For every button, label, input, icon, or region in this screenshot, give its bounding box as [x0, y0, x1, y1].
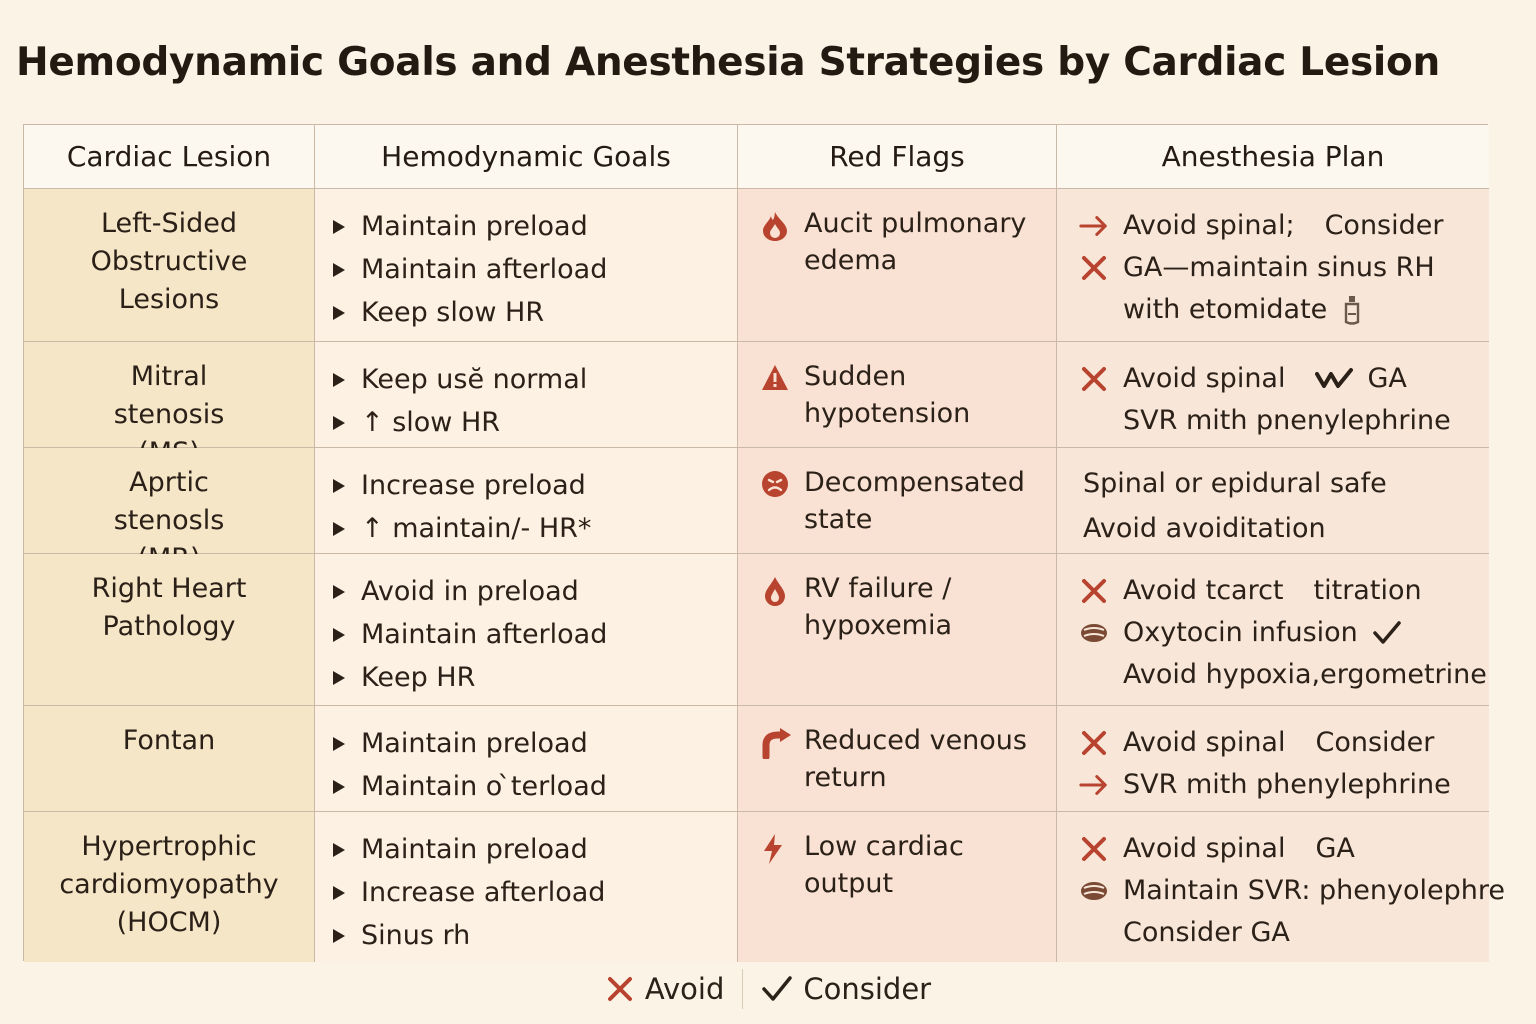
arrow-right-icon — [1079, 770, 1109, 800]
lesion-name: Right Heart Pathology — [91, 573, 247, 642]
cross-icon — [1079, 834, 1109, 864]
lesion-name: Left-Sided Obstructive Lesions — [90, 208, 248, 315]
goal-text: Maintain preload — [361, 211, 588, 242]
red-flag-text: RV failure / hypoxemia — [804, 573, 953, 641]
bullet-triangle-icon — [333, 780, 345, 794]
plan-line — [1079, 764, 1489, 806]
cross-icon — [1079, 728, 1109, 758]
lesion-cell — [24, 706, 315, 812]
anesthesia-plan-cell — [1057, 554, 1489, 706]
goal-item — [333, 291, 737, 334]
goal-item — [333, 401, 737, 444]
goal-text: Keep slow HR — [361, 297, 545, 328]
plan-text: Oxytocin infusion — [1123, 617, 1358, 648]
plan-line — [1079, 570, 1489, 612]
plan-text-secondary: GA — [1367, 363, 1407, 394]
curved-arrow-icon — [760, 727, 790, 757]
red-flag — [760, 722, 1056, 796]
anesthesia-plan-cell — [1057, 342, 1489, 448]
legend-consider-label: Consider — [803, 972, 932, 1006]
goal-item — [333, 914, 737, 957]
plan-text: SVR mith pnenylephrine — [1123, 405, 1451, 436]
header-red-flags: Red Flags — [738, 125, 1057, 189]
lesion-table — [23, 124, 1505, 961]
red-flag-cell — [738, 706, 1057, 812]
bullet-triangle-icon — [333, 671, 345, 685]
anesthesia-plan-cell — [1057, 812, 1505, 962]
goal-text: ↑ maintain/- HR* — [361, 513, 592, 544]
plan-line — [1079, 722, 1489, 764]
bullet-triangle-icon — [333, 263, 345, 277]
red-flag-text: Low cardiac output — [804, 831, 964, 899]
plan-text: Avoid spinal — [1123, 363, 1286, 394]
goal-text: Maintain afterload — [361, 254, 608, 285]
red-flag — [760, 205, 1056, 279]
plan-line — [1079, 912, 1489, 954]
goal-item — [333, 205, 737, 248]
page-title: Hemodynamic Goals and Anesthesia Strategies by Cardiac Lesion — [16, 40, 1440, 85]
goal-text: Maintain preload — [361, 834, 588, 865]
cross-icon — [605, 974, 635, 1004]
lesion-cell — [24, 448, 315, 554]
goal-item — [333, 570, 737, 613]
red-flag-cell — [738, 448, 1057, 554]
bullet-triangle-icon — [333, 373, 345, 387]
lesion-name: Aprtic stenosls — [113, 467, 225, 536]
plan-text: Spinal or epidural safe — [1083, 468, 1387, 499]
goals-cell — [315, 342, 738, 448]
plan-text-secondary: Consider — [1315, 727, 1435, 758]
plan-line — [1079, 358, 1489, 400]
goal-text: Maintain o ̀terload — [361, 771, 607, 802]
bullet-triangle-icon — [333, 306, 345, 320]
goals-cell — [315, 706, 738, 812]
plan-line — [1079, 654, 1489, 696]
red-flag-cell — [738, 812, 1057, 962]
red-flag — [760, 358, 1056, 432]
red-flag — [760, 828, 1056, 902]
goal-text: Avoid in preload — [361, 576, 579, 607]
plan-text: Avoid hypoxia,ergometrine — [1123, 659, 1487, 690]
goal-item — [333, 828, 737, 871]
check-icon — [761, 974, 793, 1004]
plan-text: Avoid avoiditation — [1083, 513, 1326, 544]
goals-cell — [315, 189, 738, 342]
check-icon — [1372, 619, 1402, 647]
lesion-name: Hypertrophic cardiomyopathy (HOCM) — [59, 831, 279, 938]
goal-item — [333, 248, 737, 291]
goal-text: Keep HR — [361, 662, 476, 693]
face-alert-icon — [760, 469, 790, 499]
goal-item — [333, 613, 737, 656]
goal-item — [333, 765, 737, 808]
bullet-triangle-icon — [333, 220, 345, 234]
red-flag — [760, 570, 1056, 644]
goals-cell — [315, 554, 738, 706]
goal-item — [333, 722, 737, 765]
goal-item — [333, 507, 737, 550]
bullet-triangle-icon — [333, 416, 345, 430]
header-anesthesia-plan: Anesthesia Plan — [1057, 125, 1489, 189]
bullet-triangle-icon — [333, 479, 345, 493]
plan-text: SVR mith phenylephrine — [1123, 769, 1451, 800]
plan-text: GA—maintain sinus RH — [1123, 252, 1435, 283]
flame-drop-icon — [760, 210, 790, 240]
goal-item — [333, 871, 737, 914]
check-wave-icon — [1315, 366, 1353, 392]
vial-icon — [1341, 294, 1363, 326]
plan-line — [1079, 247, 1489, 289]
plan-line — [1083, 464, 1489, 504]
goal-text: Keep usĕ normal — [361, 364, 588, 395]
goal-item — [333, 358, 737, 401]
plan-line — [1079, 289, 1489, 331]
bolt-icon — [760, 833, 790, 863]
lesion-name: Fontan — [122, 725, 216, 756]
goal-text: Maintain preload — [361, 728, 588, 759]
red-flag — [760, 464, 1056, 538]
plan-line — [1079, 400, 1489, 442]
red-flag-text: Aucit pulmonary edema — [804, 208, 1027, 276]
bullet-triangle-icon — [333, 522, 345, 536]
plan-text: Avoid spinal — [1123, 727, 1286, 758]
legend — [0, 966, 1536, 1012]
goals-cell — [315, 812, 738, 962]
plan-line — [1083, 504, 1489, 554]
anesthesia-plan-cell — [1057, 448, 1489, 554]
plan-line — [1079, 870, 1505, 912]
plan-text-secondary: GA — [1315, 833, 1355, 864]
plan-text: Avoid spinal; — [1123, 210, 1295, 241]
bullet-triangle-icon — [333, 737, 345, 751]
cross-icon — [1079, 576, 1109, 606]
plan-text: Avoid tcarct — [1123, 575, 1284, 606]
red-flag-text: Reduced venous return — [804, 725, 1027, 793]
cross-icon — [1079, 364, 1109, 394]
header-hemodynamic-goals: Hemodynamic Goals — [315, 125, 738, 189]
goal-text: Increase afterload — [361, 877, 606, 908]
arrow-right-icon — [1079, 211, 1109, 241]
plan-text: with etomidate — [1123, 294, 1328, 325]
goal-text: Maintain afterload — [361, 619, 608, 650]
cross-icon — [1079, 253, 1109, 283]
red-flag-text: Sudden hypotension — [804, 361, 971, 429]
bullet-triangle-icon — [333, 929, 345, 943]
warning-icon — [760, 363, 790, 393]
legend-avoid — [605, 972, 725, 1006]
red-flag-text: Decompensated state — [804, 467, 1025, 535]
plan-line — [1079, 612, 1489, 654]
pill-icon — [1079, 618, 1109, 648]
plan-line — [1079, 828, 1489, 870]
lesion-name: Mitral stenosis — [113, 361, 225, 430]
header-cardiac-lesion: Cardiac Lesion — [24, 125, 315, 189]
anesthesia-plan-cell — [1057, 189, 1489, 342]
plan-text: Maintain SVR: phenyolephre — [1123, 875, 1505, 906]
plan-text: Avoid spinal — [1123, 833, 1286, 864]
goal-text: Sinus rh — [361, 920, 471, 951]
red-flag-cell — [738, 189, 1057, 342]
bullet-triangle-icon — [333, 628, 345, 642]
goal-item — [333, 656, 737, 699]
lesion-cell — [24, 554, 315, 706]
bullet-triangle-icon — [333, 843, 345, 857]
legend-consider — [761, 972, 931, 1006]
goals-cell — [315, 448, 738, 554]
lesion-cell — [24, 342, 315, 448]
legend-avoid-label: Avoid — [644, 972, 725, 1006]
lesion-cell — [24, 189, 315, 342]
plan-line — [1079, 205, 1489, 247]
pill-icon — [1079, 876, 1109, 906]
anesthesia-plan-cell — [1057, 706, 1489, 812]
goal-item — [333, 464, 737, 507]
goal-text: Increase preload — [361, 470, 586, 501]
plan-text-secondary: titration — [1313, 575, 1422, 606]
plan-text-secondary: Consider — [1324, 210, 1444, 241]
bullet-triangle-icon — [333, 886, 345, 900]
red-flag-cell — [738, 554, 1057, 706]
drop-icon — [760, 575, 790, 605]
legend-divider — [742, 969, 743, 1009]
bullet-triangle-icon — [333, 585, 345, 599]
red-flag-cell — [738, 342, 1057, 448]
plan-text: Consider GA — [1123, 917, 1290, 948]
lesion-cell — [24, 812, 315, 962]
goal-text: ↑ slow HR — [361, 407, 501, 438]
